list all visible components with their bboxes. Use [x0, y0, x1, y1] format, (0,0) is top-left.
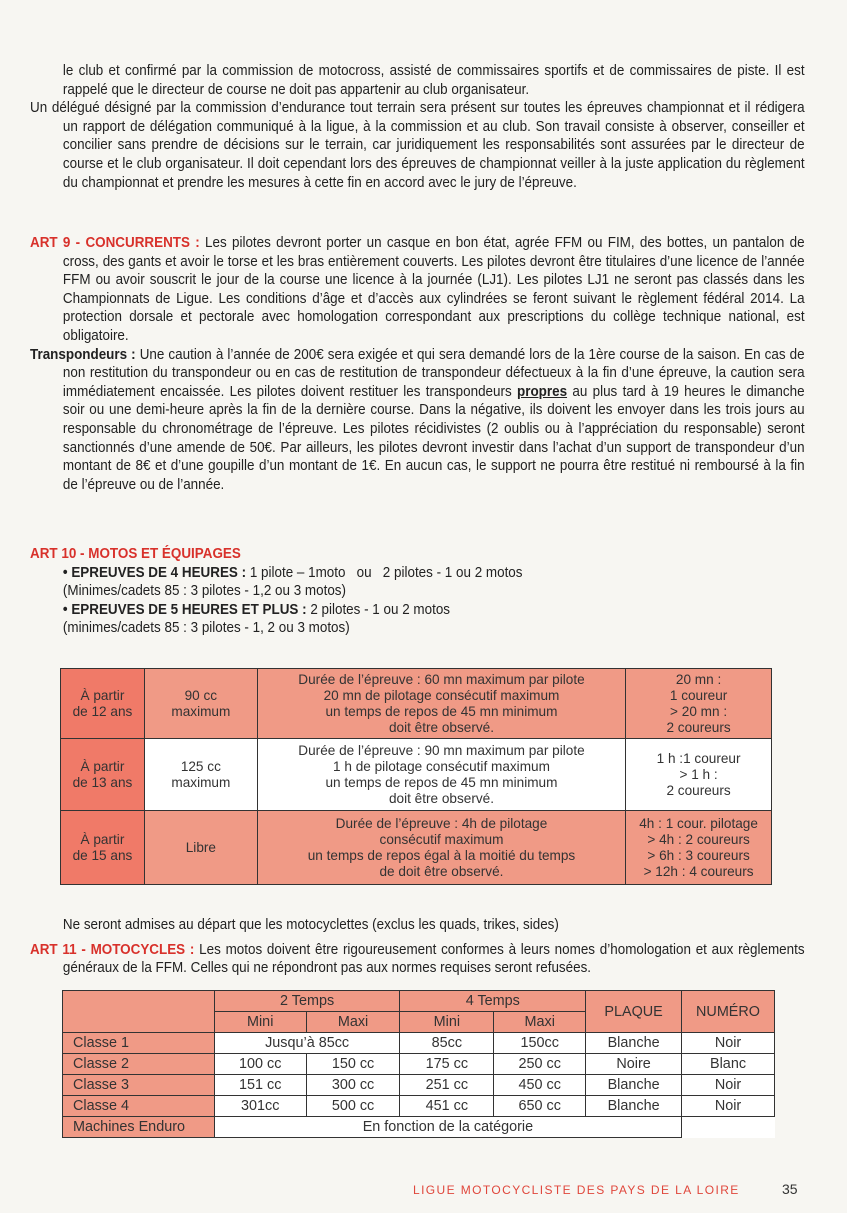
- header-4temps: 4 Temps: [400, 991, 586, 1012]
- classe-numero: Noir: [682, 1033, 775, 1054]
- classe-4t-mini: 85cc: [400, 1033, 494, 1054]
- motocycles-table: [62, 990, 775, 1138]
- art9-section: [30, 234, 805, 494]
- delegue-paragraph: Un délégué désigné par la commission d’endurance tout terrain sera présent sur toutes les épreuves championnat et il rédigera un rapport de délégation communiqué à la ligue, à la commission et au club. Son travail consiste à observer, conseiller et concilier sans prendre de décisions sur le terrain, car juridiquement les responsabilités sont assurées par le directeur de course et le club organisateur. Il doit cependant lors des épreuves de championnat veiller à la juste application du règlement du championnat et prendre les mesures à cette fin en accord avec le jury de l’épreuve.: [30, 100, 805, 191]
- classe-plaque: Blanche: [586, 1075, 682, 1096]
- header-maxi: Maxi: [494, 1012, 586, 1033]
- page-number: 35: [782, 1181, 798, 1197]
- transpondeurs-text-1: Une caution à l’année de 200€ sera exigée et qui sera demandé lors de la 1ère course de la saison. En cas de non restitution du transpondeur ou en cas de restitution de transpondeur défectueux à la fin d’une épreuve, la caution sera immédiatement encaissée. Les pilotes doivent restituer les transpondeurs: [62, 346, 805, 400]
- classe-numero: Noir: [682, 1096, 775, 1117]
- art11-text: Les motos doivent être rigoureusement conformes à leurs nomes d’homologation et aux règlements généraux de la FFM. Celles qui ne répondront pas aux normes requises seront refusées.: [62, 941, 805, 977]
- art9-paragraph: [30, 234, 805, 346]
- duree-cell: Durée de l’épreuve : 90 mn maximum par pilote 1 h de pilotage consécutif maximum un temps de repos de 45 mn minimum doit être observé.: [257, 739, 625, 811]
- art10-bullet1-text: 1 pilote – 1moto ou 2 pilotes - 1 ou 2 motos: [246, 564, 523, 581]
- art11-paragraph: [30, 941, 805, 978]
- classe-4t-maxi: 650 cc: [494, 1096, 586, 1117]
- classe-plaque: Noire: [586, 1054, 682, 1075]
- header-numero: NUMÉRO: [682, 991, 775, 1033]
- classe-4t-mini: 251 cc: [400, 1075, 494, 1096]
- intro-section: [30, 62, 805, 192]
- art9-heading: ART 9 - CONCURRENTS :: [30, 235, 200, 251]
- classe-4t-mini: 175 cc: [400, 1054, 494, 1075]
- classe-numero: Noir: [682, 1075, 775, 1096]
- classe-4t-maxi: 150cc: [494, 1033, 586, 1054]
- duree-cell: Durée de l’épreuve : 60 mn maximum par pilote 20 mn de pilotage consécutif maximum un temps de repos de 45 mn minimum doit être observé.: [257, 669, 625, 739]
- transpondeurs-text-2: au plus tard à 19 heures le dimanche soir ou une demi-heure après la fin de la dernière course. Dans la négative, ils doivent les envoyer dans les trois jours au responsable du chronométrage de l’épreuve. Les pilotes récidivistes (2 oublis ou à l’appréciation du responsable) seront sanctionnés d’une amende de 50€. Par ailleurs, les pilotes devront investir dans l’achat d’un support de transpondeur d’un montant de 8€ et d’une goupille d’un montant de 1€. En aucun cas, le support ne pourra être restitué ni remboursé à la fin de l’épreuve ou de l’année.: [62, 383, 805, 493]
- classe-4t-maxi: 450 cc: [494, 1075, 586, 1096]
- duree-cell: Durée de l’épreuve : 4h de pilotage consécutif maximum un temps de repos égal à la moitié du temps de doit être observé.: [257, 811, 625, 885]
- art10-bullet2-text: 2 pilotes - 1 ou 2 motos: [306, 601, 451, 618]
- classe-name: Classe 4: [63, 1096, 215, 1117]
- classe-2t-maxi: 300 cc: [306, 1075, 400, 1096]
- coureurs-cell: 1 h :1 coureur > 1 h : 2 coureurs: [626, 739, 772, 811]
- table-row: [61, 669, 772, 739]
- classe-plaque: Blanche: [586, 1033, 682, 1054]
- art11-heading: ART 11 - MOTOCYCLES :: [30, 941, 195, 958]
- table-row: [61, 739, 772, 811]
- header-mini: Mini: [214, 1012, 306, 1033]
- header-mini: Mini: [400, 1012, 494, 1033]
- classe-2t-mini: 151 cc: [214, 1075, 306, 1096]
- art10-section: [30, 545, 805, 638]
- age-cell: À partir de 12 ans: [61, 669, 145, 739]
- classe-name: Classe 3: [63, 1075, 215, 1096]
- empty-header-cell: [63, 991, 215, 1033]
- coureurs-cell: 4h : 1 cour. pilotage > 4h : 2 coureurs > 6h : 3 coureurs > 12h : 4 coureurs: [626, 811, 772, 885]
- classe-4t-mini: 451 cc: [400, 1096, 494, 1117]
- table-row: [63, 1096, 775, 1117]
- classe-2temps: Jusqu’à 85cc: [214, 1033, 400, 1054]
- age-cell: À partir de 13 ans: [61, 739, 145, 811]
- classe-plaque: Blanche: [586, 1096, 682, 1117]
- cc-cell: Libre: [144, 811, 257, 885]
- art10-bullet1-sub: (Minimes/cadets 85 : 3 pilotes - 1,2 ou 3 motos): [62, 583, 347, 600]
- enduro-value: En fonction de la catégorie: [214, 1117, 681, 1138]
- table-row: [63, 1033, 775, 1054]
- table-row: [63, 991, 775, 1012]
- table-row: [61, 811, 772, 885]
- coureurs-cell: 20 mn : 1 coureur > 20 mn : 2 coureurs: [626, 669, 772, 739]
- classe-numero: Blanc: [682, 1054, 775, 1075]
- classe-2t-mini: 301cc: [214, 1096, 306, 1117]
- classe-2t-maxi: 150 cc: [306, 1054, 400, 1075]
- classe-name: Classe 1: [63, 1033, 215, 1054]
- table-row: [63, 1054, 775, 1075]
- table-row: [63, 1075, 775, 1096]
- enduro-name: Machines Enduro: [63, 1117, 215, 1138]
- header-maxi: Maxi: [306, 1012, 400, 1033]
- equipage-table: [60, 668, 772, 885]
- header-plaque: PLAQUE: [586, 991, 682, 1033]
- art10-bullet1-label: • EPREUVES DE 4 HEURES :: [62, 564, 247, 581]
- art10-bullet2-sub: (minimes/cadets 85 : 3 pilotes - 1, 2 ou 3 motos): [62, 620, 350, 637]
- footer-league: LIGUE MOTOCYCLISTE DES PAYS DE LA LOIRE: [413, 1183, 740, 1197]
- cc-cell: 90 cc maximum: [144, 669, 257, 739]
- art9-text: Les pilotes devront porter un casque en bon état, agrée FFM ou FIM, des bottes, un pantalon de cross, des gants et avoir le torse et les bras entièrement couverts. Les pilotes devront être titulaires d’une licence de l’année FFM ou avoir souscrit le jour de la course une licence à la journée (LJ1). Les pilotes LJ1 ne seront pas classés dans les Championnats de Ligue. Les conditions d’âge et d’accès aux cylindrées se feront suivant le règlement fédéral 2014. La protection dorsale et pectorale avec homologation correspondant aux prescriptions du collège technique national, est obligatoire.: [62, 235, 805, 344]
- age-cell: À partir de 15 ans: [61, 811, 145, 885]
- transpondeurs-paragraph: [30, 346, 805, 495]
- classe-2t-maxi: 500 cc: [306, 1096, 400, 1117]
- classe-2t-mini: 100 cc: [214, 1054, 306, 1075]
- art11-section: [30, 916, 805, 978]
- art10-bullet2-label: • EPREUVES DE 5 HEURES ET PLUS :: [62, 601, 307, 618]
- classe-name: Classe 2: [63, 1054, 215, 1075]
- table-row: [63, 1117, 775, 1138]
- transpondeurs-label: Transpondeurs :: [30, 346, 136, 363]
- art10-heading: ART 10 - MOTOS ET ÉQUIPAGES: [30, 546, 241, 562]
- art10-note: Ne seront admises au départ que les motocyclettes (exclus les quads, trikes, sides): [62, 917, 559, 933]
- empty-cell: [682, 1117, 775, 1138]
- header-2temps: 2 Temps: [214, 991, 400, 1012]
- intro-paragraph: le club et confirmé par la commission de motocross, assisté de commissaires sportifs et de commissaires de piste. Il est rappelé que le directeur de course ne doit pas appartenir au club organisateur.: [62, 63, 805, 98]
- transpondeurs-propres: propres: [517, 383, 568, 400]
- cc-cell: 125 cc maximum: [144, 739, 257, 811]
- classe-4t-maxi: 250 cc: [494, 1054, 586, 1075]
